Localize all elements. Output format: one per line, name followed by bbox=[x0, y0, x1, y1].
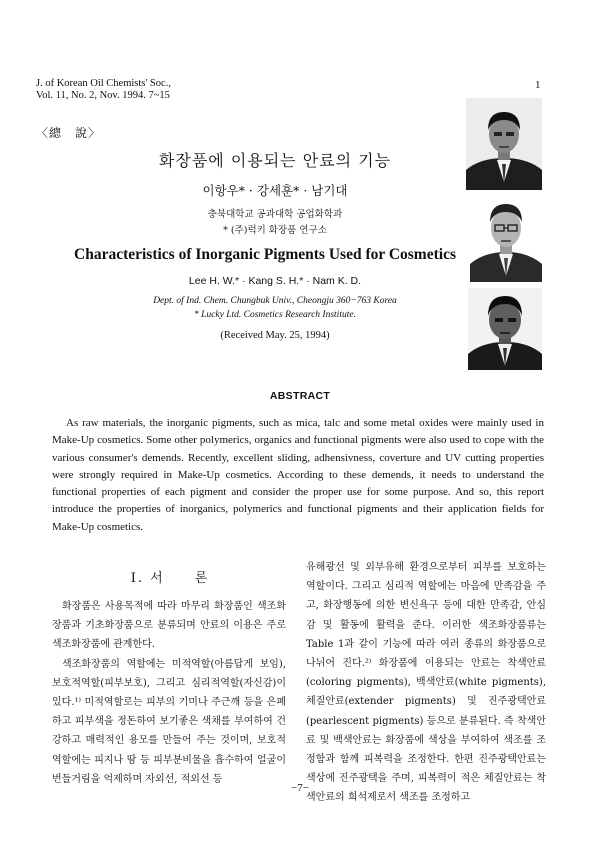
page-number-top: 1 bbox=[535, 79, 541, 91]
title-english: Characteristics of Inorganic Pigments Used for Cosmetics bbox=[74, 246, 456, 263]
section-heading-introduction: I. 서 론 bbox=[130, 571, 210, 586]
journal-volume: Vol. 11, No. 2, Nov. 1994. 7~15 bbox=[36, 90, 170, 101]
body-paragraph: 색조화장품의 역할에는 미적역할(아름답게 보임), 보호적역할(피부보호), 그리고 심리적역할(자신감)이 있다.¹⁾ 미적역할로는 피부의 기미나 주근깨 등을 은폐하고 피부색을 정돈하여 보기좋은 색채를 부여하여 건강하고 매력적인 용모를 만들어 주는 것이며, 보호적역할에는 피지나 땀 등 피부분비물을 흡수하여 얼굴이 번들거림을 억제하며 자외선, 적외선 등 bbox=[52, 658, 286, 785]
article-category: 〈總 說〉 bbox=[36, 126, 102, 140]
abstract-text: As raw materials, the inorganic pigments, such as mica, talc and some metal oxides were mainly used in Make-Up cosmetics. Some other polymerics, organics and functional pigments were also used to cope with the various consumer's demends. Recently, excellent sliding, adhensivness, coverture and UV cutting properties were strongly required in Make-Up cosmetics. According to these demends, it needs to understand the functional properties of each pigment and consider the proper use for some purpose. And so, this report introduce the properties of inorganics, polymerics and functional pigments and their application fields for Make-Up cosmetics. bbox=[52, 417, 544, 533]
body-paragraph: 화장품은 사용목적에 따라 마무리 화장품인 색조화장품과 기초화장품으로 분류되며 안료의 이용은 주로 색조화장품에 관계한다. bbox=[52, 601, 286, 651]
body-right-column bbox=[306, 558, 546, 808]
affiliation-english-2: * Lucky Ltd. Cosmetics Research Institute. bbox=[194, 310, 356, 320]
affiliation-english-1: Dept. of Ind. Chem. Chungbuk Univ., Cheongju 360−763 Korea bbox=[153, 296, 397, 306]
abstract-heading: ABSTRACT bbox=[269, 390, 331, 402]
journal-citation bbox=[36, 78, 171, 102]
body-paragraph: 유해광선 및 외부유해 환경으로부터 피부를 보호하는 역할이다. 그리고 심리적 역할에는 마음에 만족감을 주고, 화장행동에 의한 변신욕구 등에 대한 만족감, 안심감 및 활동에 활력을 준다. 이러한 색조화장품류는 Table 1과 같이 기능에 따라 여러 종류의 화장품으로 나뉘어 진다.²⁾ 화장품에 이용되는 안료는 착색안료(coloring pigments), 백색안료(white pigments), 체질안료(extender pigments) 및 진주광택안료(pearlescent pigments) 등으로 분류된다. 즉 착색안료 및 백색안료는 화장품에 색상을 부여하여 색조를 조정함과 함께 피복력을 조정한다. 한편 진주광택안료는 색상에 진주광택을 주며, 피복력이 적은 체질안료는 착색안료의 희석제로서 색조를 조정하고 bbox=[306, 562, 546, 804]
author-photo-2 bbox=[470, 190, 542, 282]
title-korean: 화장품에 이용되는 안료의 기능 bbox=[158, 151, 392, 170]
body-left-column bbox=[52, 597, 286, 789]
author-photo-1 bbox=[466, 98, 542, 190]
journal-name: J. of Korean Oil Chemists' Soc., bbox=[36, 78, 171, 89]
page-number-footer: −7− bbox=[291, 782, 309, 794]
authors-korean: 이항우* · 강세훈* · 남기대 bbox=[202, 183, 348, 198]
affiliation-korean-2: * (주)럭키 화장품 연구소 bbox=[223, 225, 327, 236]
received-date: (Received May. 25, 1994) bbox=[220, 330, 330, 341]
affiliation-korean-1: 충북대학교 공과대학 공업화학과 bbox=[207, 209, 343, 220]
author-photo-3 bbox=[468, 288, 542, 370]
authors-english: Lee H. W.* · Kang S. H.* · Nam K. D. bbox=[188, 275, 362, 287]
